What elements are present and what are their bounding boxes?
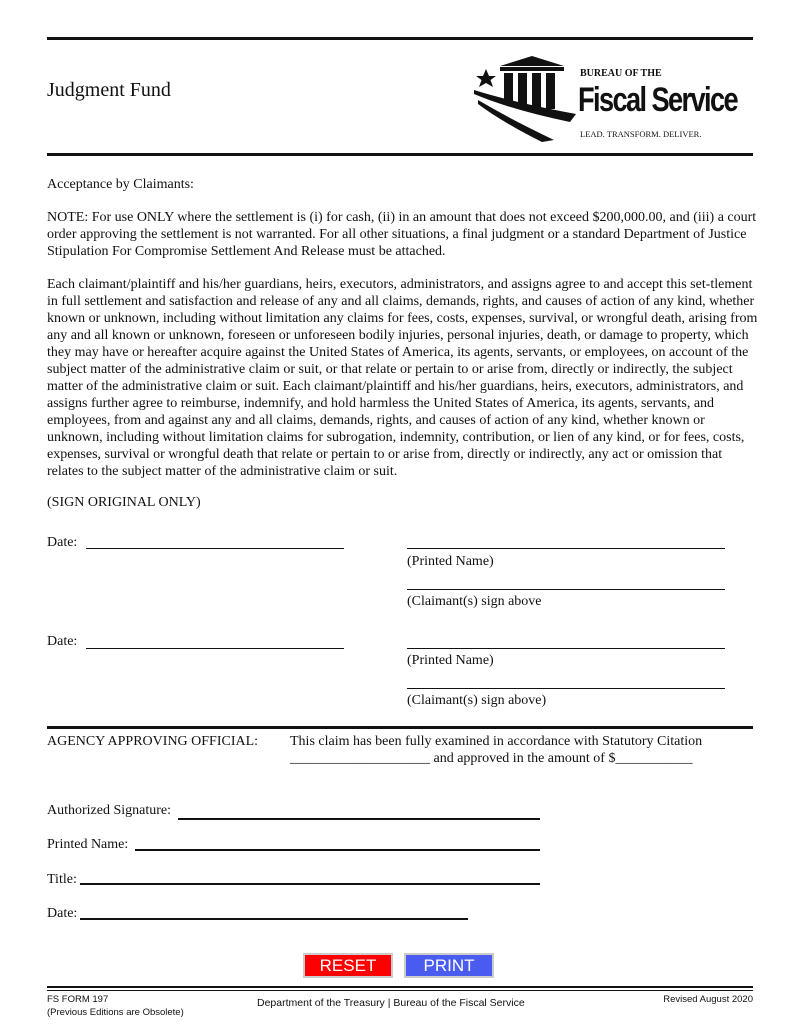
claimant-date-1-input[interactable] [86,548,344,549]
authorized-signature-input[interactable] [178,818,540,820]
treasury-building-icon [472,52,577,144]
note-paragraph: NOTE: For use ONLY where the settlement is (i) for cash, (ii) in an amount that does not exceed $200,000.00, and (iii) a court order approving the settlement is not warranted. For all other situations, a final judgment or a standard Department of Justice Stipulation For Compromise Settlement And Release must be attached. [47,210,757,259]
sign-original-note: (SIGN ORIGINAL ONLY) [47,495,201,510]
title-input[interactable] [80,883,540,885]
printed-name-label: (Printed Name) [407,653,494,668]
claimant-signature-2-line [407,688,725,689]
printed-name-1-input[interactable] [407,548,725,549]
editions-note: (Previous Editions are Obsolete) [47,1007,184,1018]
body-text [47,176,759,511]
official-printed-name-input[interactable] [135,849,540,851]
top-rule [47,37,753,40]
footer-department: Department of the Treasury | Bureau of the Fiscal Service [257,997,525,1009]
date-label: Date: [47,535,78,550]
sign-above-label: (Claimant(s) sign above) [407,693,547,708]
form-number: FS FORM 197 [47,994,109,1005]
claimant-date-2-input[interactable] [86,648,344,649]
printed-name-2-input[interactable] [407,648,725,649]
footer-rule-thin [47,990,753,991]
claimant-signature-1-line [407,589,725,590]
fiscal-service-logo: BUREAU OF THE Fiscal Service LEAD. TRANSFORM. DELIVER. [472,52,757,144]
section-heading: Acceptance by Claimants: [47,177,194,192]
print-button[interactable]: PRINT [404,953,494,978]
reset-button[interactable]: RESET [303,953,393,978]
agency-label: AGENCY APPROVING OFFICIAL: [47,734,259,749]
header-bottom-rule [47,153,753,156]
printed-name-field-label: Printed Name: [47,837,129,852]
date-label: Date: [47,634,78,649]
title-label: Title: [47,872,77,887]
authorized-signature-label: Authorized Signature: [47,803,172,818]
official-date-input[interactable] [80,918,468,920]
sign-above-label: (Claimant(s) sign above [407,594,542,609]
agency-rule [47,726,753,729]
agency-text: This claim has been fully examined in accordance with Statutory Citation [290,734,703,749]
approved-amount-text[interactable]: ____________________ and approved in the amount of $___________ [290,751,693,766]
agreement-paragraph: Each claimant/plaintiff and his/her guardians, heirs, executors, administrators, and assigns agree to and accept this set-tlement in full settlement and satisfaction and release of any and all claims, demands, rights, and causes of action of any kind, whether known or unknown, including without limitation any claims for fees, costs, expenses, survival, or wrongful death, arising from any and all known or unknown, foreseen or unforeseen bodily injuries, personal injuries, death, or damage to property, which they may have or hereafter acquire against the United States of America, its agents, servants, or employees, on account of the subject matter of the administrative claim or suit, or that relate or pertain to or arise from, directly or indirectly, the subject matter of the administrative claim or suit. Each claimant/plaintiff and his/her guardians, heirs, executors, administrators, and assigns further agree to reimburse, indemnify, and hold harmless the United States of America, its agents, servants, and employees, from and against any and all claims, demands, rights, and causes of action of any kind, whether known or unknown, including without limitation claims for subrogation, indemnity, contribution, or lien of any kind, or for fees, costs, expenses, survival or wrongful death that relate or pertain to or arise from, directly or indirectly, any act or omission that relates to the subject matter of the administrative claim or suit. [47,277,758,479]
page-title: Judgment Fund [47,79,171,101]
footer-rule [47,986,753,988]
revision-date: Revised August 2020 [663,994,753,1005]
printed-name-label: (Printed Name) [407,554,494,569]
official-date-label: Date: [47,906,78,921]
